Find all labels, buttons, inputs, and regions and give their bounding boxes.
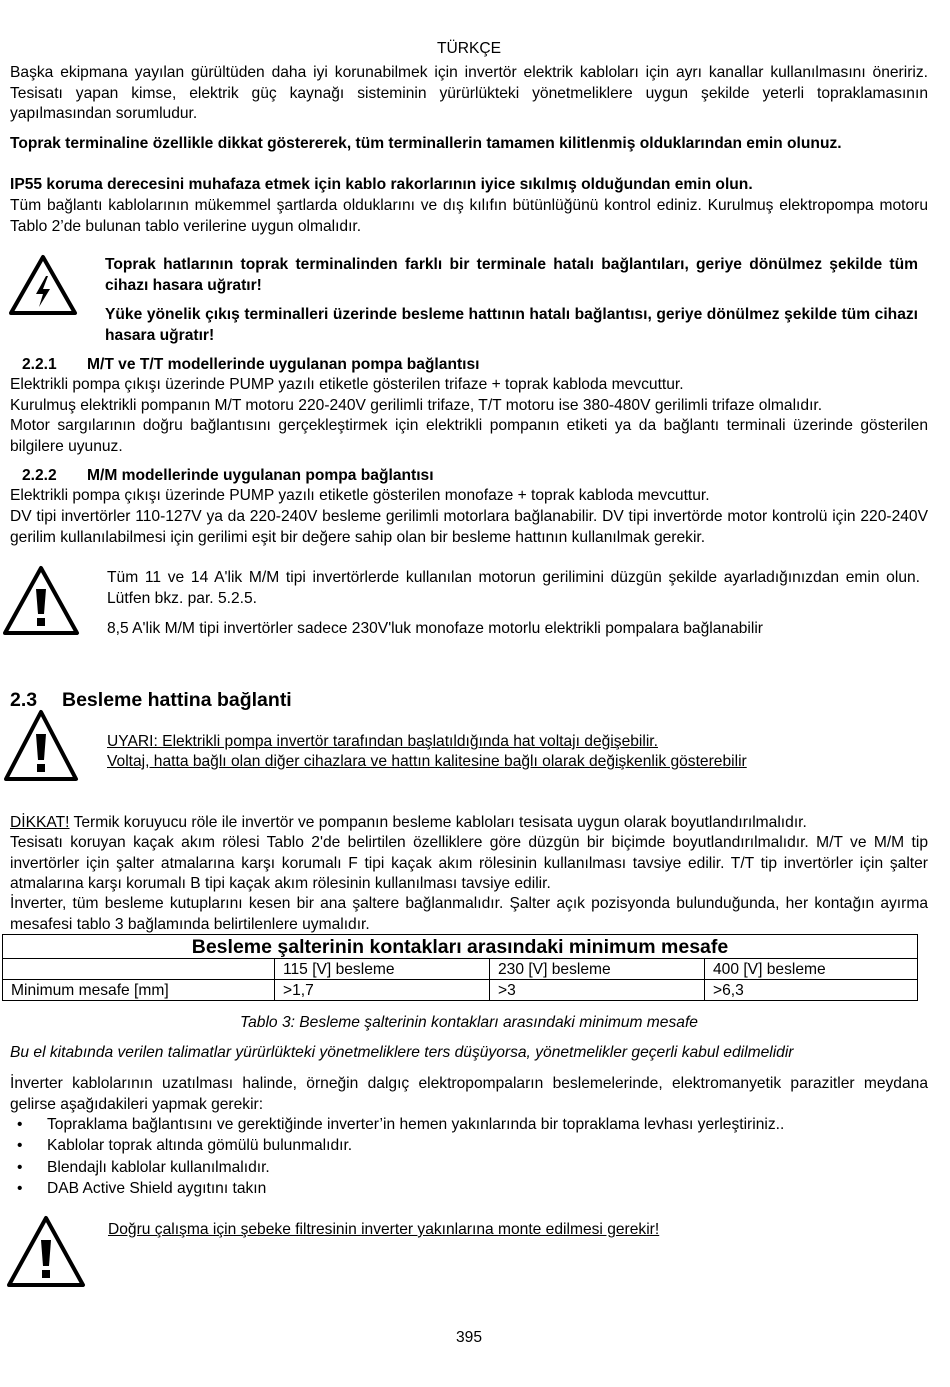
sec222-para-1: Elektrikli pompa çıkışı üzerinde PUMP yazılı etiketle gösterilen monofaze + toprak kabloda mevcuttur. [10,487,710,504]
sec221-para-3: Motor sargılarının doğru bağlantısını gerçekleştirmek için elektrikli pompanın etiketi ya da bağlantı terminali üzerinde gösterilen bilgilere uyunuz. [10,417,928,455]
bullet: • [17,1116,23,1133]
list-item-text: Blendajlı kablolar kullanılmalıdır. [47,1158,270,1176]
section-221-number: 2.2.1 [22,356,57,373]
warning-voltage-variation: Voltaj, hatta bağlı olan diğer cihazlara ve hattın kalitesine bağlı olarak değişkenlik gösterebilir [107,753,747,770]
intro-paragraph: Başka ekipmana yayılan gürültüden daha iyi korunabilmek için invertör elektrik kabloları için ayrı kanallar kullanılmasını öneririz. Tesisatı yapan kimse, elektrik güç kaynağı sisteminin yürürlükteki yönetmeliklere uygun şekilde yeterli topraklamasının yapılmasından sorumludur. [10,64,928,122]
bullet: • [17,1137,23,1155]
section-23-title: Besleme hattina bağlanti [62,689,292,711]
sec221-para-1: Elektrikli pompa çıkışı üzerinde PUMP yazılı etiketle gösterilen trifaze + toprak kabloda mevcuttur. [10,376,684,393]
table-caption: Tablo 3: Besleme şalterinin kontakları arasındaki minimum mesafe [240,1014,698,1031]
table-row [3,980,918,1001]
warning-output-line: Yüke yönelik çıkış terminalleri üzerinde besleme hattının hatalı bağlantısı, geriye dönülmez şekilde tüm cihazı hasara uğratır! [105,306,918,344]
list-item [10,1179,928,1200]
warning-mm-85a: 8,5 A'lik M/M tipi invertörler sadece 230V'luk monofaze motorlu elektrikli pompalara bağlanabilir [107,620,764,637]
table-header-cell [3,959,275,980]
table-header-row [3,959,918,980]
sec221-para-2: Kurulmuş elektrikli pompanın M/T motoru 220-240V gerilimli trifaze, T/T motoru ise 380-480V gerilimli trifaze olmalıdır. [10,397,823,414]
warning-filter-line: Doğru çalışma için şebeke filtresinin inverter yakınlarına monte edilmesi gerekir! [108,1221,660,1238]
main-switch-paragraph: İnverter, tüm besleme kutuplarını kesen bir ana şaltere bağlanmalıdır. Şalter açık pozisyonda bulunduğunda, her kontağın ayırma mesafesi tablo 3 bağlamında belirtilenlere uymalıdır. [10,895,928,933]
electric-hazard-icon [8,254,78,323]
table-cell: >1,7 [275,980,490,1001]
warning-ground-line: Toprak hatlarının toprak terminalinden farklı bir terminale hatalı bağlantıları, geriye dönülmez şekilde tüm cihazı hasara uğratır! [105,256,918,294]
section-221-title: M/T ve T/T modellerinde uygulanan pompa bağlantısı [87,356,480,373]
min-distance-table [2,934,918,1001]
extension-paragraph: İnverter kablolarının uzatılması halinde, örneğin dalgıç elektropompaların beslemelerinde, elektromanyetik parazitler meydana gelirse aşağıdakileri yapmak gerekir: [10,1075,928,1113]
table-cell: >6,3 [705,980,918,1001]
regulations-note: Bu el kitabında verilen talimatlar yürürlükteki yönetmeliklere ters düşüyorsa, yönetmelikler geçerli kabul edilmelidir [10,1044,794,1061]
warning-line-voltage: UYARI: Elektrikli pompa invertör tarafından başlatıldığında hat voltajı değişebilir. [107,733,658,750]
list-item-text: DAB Active Shield aygıtını takın [47,1179,267,1197]
warning-mm-voltage: Tüm 11 ve 14 A'lik M/M tipi invertörlerde kullanılan motorun gerilimini düzgün şekilde ayarladığınızdan emin olun. Lütfen bkz. par. 5.2.5. [107,569,920,607]
list-item-text: Topraklama bağlantısını ve gerektiğinde inverter’in hemen yakınlarında bir topraklama levhası yerleştiriniz.. [47,1116,785,1133]
emi-measures-list [10,1115,928,1200]
rcd-paragraph: Tesisatı koruyan kaçak akım rölesi Tablo 2'de belirtilen özelliklere göre düzgün bir biçimde boyutlandırılmalıdır. M/T ve M/M tip invertörler için şalter atmalarına karşı korumalı F tipi kaçak akım rölesinin kullanılması tavsiye edilir. T/T tip invertörler için şalter atmalarına karşı korumalı B tipi kaçak akım rölesinin kullanılması tavsiye edilir. [10,834,928,892]
dikkat-text: Termik koruyucu röle ile invertör ve pompanın besleme kabloları tesisata uygun olarak boyutlandırılmalıdır. [69,814,807,831]
warning-icon [3,709,79,790]
table-cell: >3 [490,980,705,1001]
list-item [10,1115,928,1136]
table-header-cell: 115 [V] besleme [275,959,490,980]
list-item [10,1136,928,1157]
dikkat-paragraph [10,813,928,834]
dikkat-label: DİKKAT! [10,814,70,831]
bullet: • [17,1158,23,1176]
warning-icon [2,565,80,644]
list-item [10,1158,928,1179]
table-cell: Minimum mesafe [mm] [3,980,275,1001]
table-title: Besleme şalterinin kontakları arasındaki minimum mesafe [3,935,918,959]
table-header-cell: 400 [V] besleme [705,959,918,980]
bullet: • [17,1179,23,1197]
intro-bold-terminals: Toprak terminaline özellikle dikkat göstererek, tüm terminallerin tamamen kilitlenmiş olduklarından emin olunuz. [10,135,842,152]
intro-cable-check: Tüm bağlantı kablolarının mükemmel şartlarda olduklarını ve dış kılıfın bütünlüğünü kontrol ediniz. Kurulmuş elektropompa motoru Tablo 2’de bulunan tablo verilerine uygun olmalıdır. [10,197,928,235]
warning-icon [6,1215,86,1296]
page-number: 395 [455,1329,483,1346]
table-header-cell: 230 [V] besleme [490,959,705,980]
section-222-number: 2.2.2 [22,467,57,484]
page-language-header: TÜRKÇE [436,40,502,57]
section-23-number: 2.3 [10,689,38,711]
intro-bold-ip55: IP55 koruma derecesini muhafaza etmek için kablo rakorlarının iyice sıkılmış olduğundan emin olun. [10,176,753,193]
sec222-para-2: DV tipi invertörler 110-127V ya da 220-240V besleme gerilimli motorlara bağlanabilir. DV tipi invertörde motor kontrolü için 220-240V gerilim kullanılabilmesi için gerilimi eşit bir değere sahip olan bir besleme hattının kullanılmak gerekir. [10,508,928,546]
list-item-text: Kablolar toprak altında gömülü bulunmalıdır. [47,1137,353,1155]
section-222-title: M/M modellerinde uygulanan pompa bağlantısı [87,467,434,484]
